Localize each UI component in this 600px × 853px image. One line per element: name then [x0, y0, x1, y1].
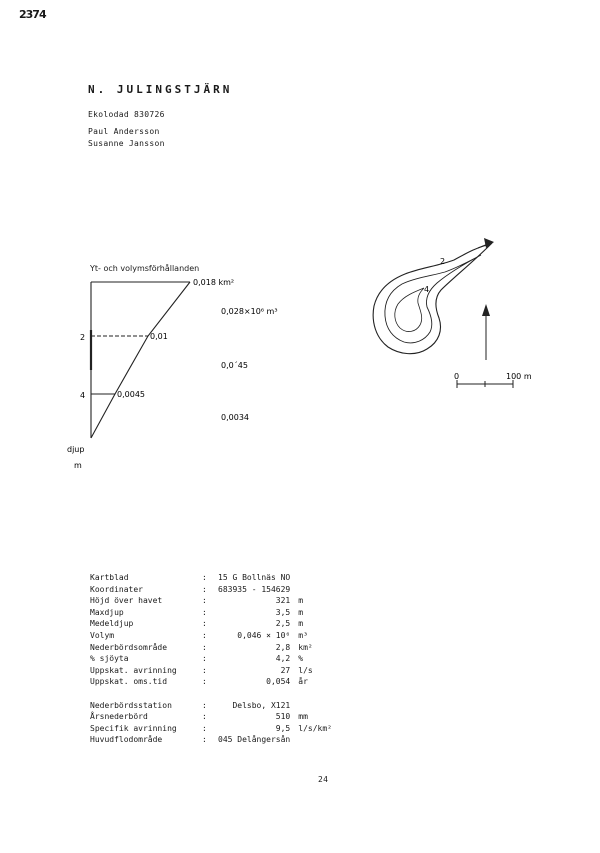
fact-colon: :	[202, 712, 207, 722]
fact-label: Volym	[90, 630, 115, 640]
fact-spacer	[90, 688, 348, 700]
fact-row	[90, 572, 348, 584]
fact-value: Delsbo, X121	[232, 700, 291, 710]
fact-row	[90, 700, 348, 712]
contour-2m	[385, 255, 481, 343]
fact-colon: :	[202, 584, 207, 594]
fact-value: 510	[275, 712, 291, 722]
fact-unit: km²	[298, 642, 313, 652]
surveyor-1: Paul Andersson	[88, 127, 160, 136]
fact-row	[90, 607, 348, 619]
scale-label-end: 100 m	[506, 372, 532, 381]
fact-row	[90, 723, 348, 735]
fact-row	[90, 642, 348, 654]
fact-unit: m	[298, 596, 304, 606]
fact-row	[90, 676, 348, 688]
fact-value: 4,2	[275, 654, 291, 664]
fact-value: 321	[275, 596, 291, 606]
fact-label: Årsnederbörd	[90, 712, 148, 722]
lake-facts-table	[90, 572, 348, 746]
depth-tick-2: 2	[80, 333, 86, 342]
fact-colon: :	[202, 619, 207, 629]
lake-shoreline	[373, 244, 491, 354]
fact-value: 0,046 × 10⁶	[237, 630, 291, 640]
scale-label-start: 0	[454, 372, 460, 381]
fact-colon: :	[202, 665, 207, 675]
surveyor-2: Susanne Jansson	[88, 139, 165, 148]
fact-value: 9,5	[275, 723, 291, 733]
handwritten-page-number: 2374	[19, 8, 46, 21]
fact-colon: :	[202, 700, 207, 710]
fact-row	[90, 734, 348, 746]
area-label-4m: 0,0045	[117, 390, 145, 399]
fact-value: 3,5	[275, 607, 291, 617]
fact-unit: %	[298, 654, 304, 664]
fact-label: Koordinater	[90, 584, 143, 594]
fact-label: Nederbördsstation	[90, 700, 172, 710]
fact-row	[90, 595, 348, 607]
fact-value: 045 Delångersån	[218, 735, 291, 745]
fact-colon: :	[202, 573, 207, 582]
volume-label-2: 0,0´45	[221, 361, 248, 370]
volume-label-3: 0,0034	[221, 413, 249, 422]
contour-4m	[395, 288, 424, 332]
hypsograph-title: Yt- och volymsförhållanden	[90, 264, 200, 273]
fact-label: Maxdjup	[90, 607, 124, 617]
fact-value: 683935 - 154629	[218, 584, 291, 594]
fact-label: % sjöyta	[90, 654, 129, 664]
fact-value: 27	[280, 665, 291, 675]
contour-label-4: 4	[424, 285, 430, 294]
fact-label: Huvudflodområde	[90, 735, 163, 745]
fact-colon: :	[202, 596, 207, 606]
fact-row	[90, 618, 348, 630]
contour-label-2: 2	[440, 257, 446, 266]
fact-colon: :	[202, 677, 207, 687]
fact-colon: :	[202, 607, 207, 617]
hypsograph-chart	[60, 270, 300, 480]
fact-colon: :	[202, 642, 207, 652]
fact-unit: l/s/km²	[298, 723, 332, 733]
fact-row	[90, 584, 348, 596]
hypsographic-curve	[91, 282, 190, 438]
fact-row	[90, 711, 348, 723]
fact-colon: :	[202, 723, 207, 733]
fact-row	[90, 653, 348, 665]
fact-unit	[290, 584, 348, 596]
fact-label: Uppskat. oms.tid	[90, 677, 168, 687]
fact-colon: :	[202, 654, 207, 664]
fact-unit	[290, 734, 348, 746]
survey-method: Ekolodad 830726	[88, 110, 165, 119]
fact-unit: år	[298, 677, 308, 687]
fact-label: Höjd över havet	[90, 596, 163, 606]
page-number: 24	[318, 775, 329, 784]
volume-label-total: 0,028×10⁶ m³	[221, 307, 278, 316]
depth-axis-unit: m	[74, 461, 82, 470]
fact-unit	[290, 572, 348, 584]
fact-colon: :	[202, 630, 207, 640]
depth-axis-label: djup	[67, 445, 85, 454]
fact-unit: m	[298, 607, 304, 617]
fact-unit: m	[298, 619, 304, 629]
fact-value: 0,054	[266, 677, 291, 687]
fact-value: 2,8	[275, 642, 291, 652]
north-arrow-icon	[482, 304, 490, 316]
fact-unit	[290, 700, 348, 712]
lake-title: N. JULINGSTJÄRN	[88, 83, 233, 96]
fact-value: 15 G Bollnäs NO	[218, 573, 291, 582]
fact-label: Nederbördsområde	[90, 642, 168, 652]
area-label-2m: 0,01	[150, 332, 168, 341]
fact-label: Medeldjup	[90, 619, 134, 629]
fact-unit: l/s	[298, 665, 313, 675]
fact-label: Uppskat. avrinning	[90, 665, 177, 675]
fact-unit: mm	[298, 712, 308, 722]
depth-tick-4: 4	[80, 391, 86, 400]
fact-colon: :	[202, 735, 207, 745]
fact-label: Specifik avrinning	[90, 723, 177, 733]
area-label-surface: 0,018 km²	[193, 278, 235, 287]
fact-row	[90, 665, 348, 677]
lake-facts-body	[90, 572, 348, 746]
fact-unit: m³	[298, 630, 308, 640]
fact-value: 2,5	[275, 619, 291, 629]
fact-row	[90, 630, 348, 642]
fact-label: Kartblad	[90, 573, 129, 582]
lake-map	[360, 230, 540, 400]
